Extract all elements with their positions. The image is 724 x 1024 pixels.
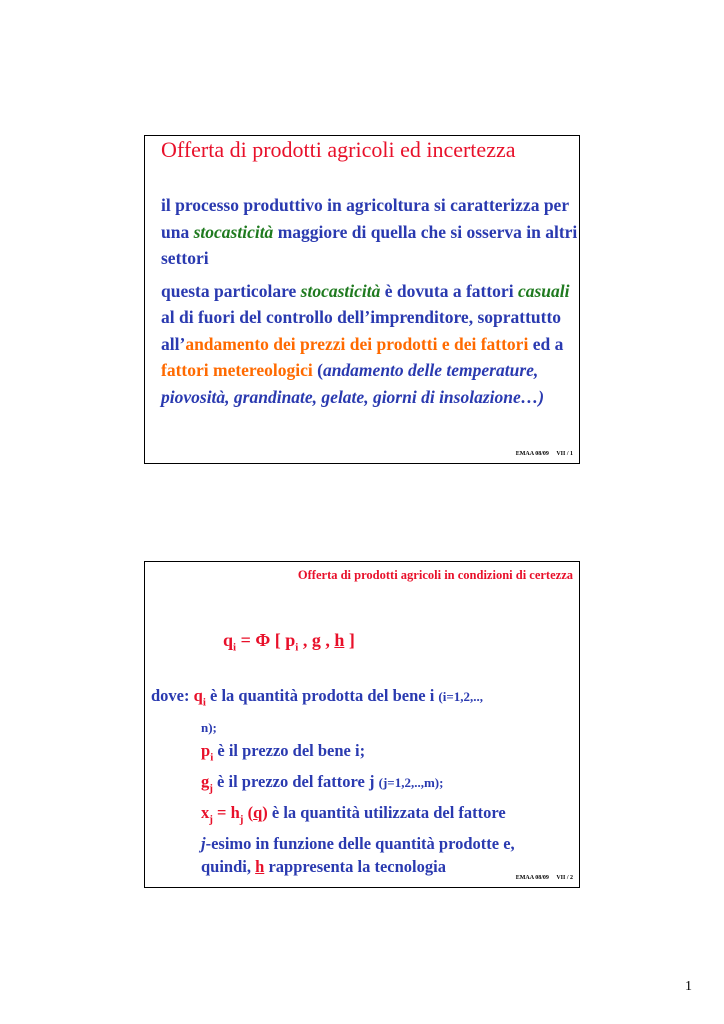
- dove-label: dove:: [151, 686, 194, 705]
- text: quindi,: [201, 857, 256, 877]
- emphasis-stocasticita: stocasticità: [193, 221, 274, 242]
- text-small: (i=1,2,..,: [438, 689, 484, 704]
- paragraph-1: [161, 192, 579, 272]
- paragraph-2: [161, 278, 579, 411]
- definition-x: [151, 801, 579, 832]
- definition-p: [151, 739, 579, 770]
- slide-1-body: [161, 192, 579, 410]
- formula-q: q: [223, 630, 234, 650]
- slide-1-footer: EMAA 08/09 VII / 1: [515, 451, 573, 457]
- definition-q: [151, 684, 579, 715]
- definition-q-cont: [151, 715, 579, 740]
- definition-g: [151, 770, 579, 801]
- text: è il prezzo del bene i;: [213, 741, 366, 761]
- formula-h: h: [334, 630, 345, 650]
- text: è la quantità prodotta del bene i: [205, 686, 439, 705]
- text-small: n);: [201, 719, 217, 735]
- slide-2-definitions: [151, 684, 579, 879]
- text: è la quantità utilizzata del fattore: [267, 802, 506, 822]
- text: ed a: [528, 333, 564, 354]
- text: (: [312, 360, 323, 380]
- text: è il prezzo del fattore j: [212, 772, 379, 792]
- formula-close: ]: [344, 630, 355, 650]
- formula-sub: i: [233, 641, 237, 654]
- formula-g: g: [311, 630, 321, 650]
- var-p: $p_i$: [201, 741, 214, 764]
- highlight-prezzi: andamento dei prezzi dei prodotti e dei fattori: [185, 333, 529, 354]
- text: rappresenta la tecnologia: [264, 857, 446, 877]
- page-number: 1: [685, 979, 692, 994]
- highlight-meteo: fattori metereologici: [161, 360, 313, 380]
- italic-examples: andamento delle temperature, piovosità, grandinate, gelate, giorni di insolazione…): [161, 360, 545, 407]
- text: maggiore di quella che si osserva in altri settori: [161, 221, 578, 268]
- text: questa particolare: [161, 280, 301, 301]
- text-small: (j=1,2,..,m);: [378, 775, 444, 791]
- formula-eq: = Φ [: [236, 630, 286, 650]
- var-q: $q_i$: [193, 686, 206, 709]
- emphasis-casuali: casuali: [517, 280, 570, 301]
- text: il processo produttivo in agricoltura si caratterizza per una: [161, 195, 569, 242]
- slide-2-footer: EMAA 08/09 VII / 2: [515, 875, 573, 881]
- formula-sep: ,: [320, 630, 335, 650]
- text: al di fuori del controllo dell’imprenditore, soprattutto all’: [161, 307, 562, 354]
- formula-sep: ,: [298, 630, 312, 650]
- definition-x-cont: [151, 832, 579, 856]
- var-x: $x_j = h_j$ (q): [201, 802, 268, 826]
- supply-formula: [223, 630, 355, 654]
- formula-sub: i: [295, 641, 299, 654]
- var-g: $g_j$: [201, 772, 213, 795]
- var-h: h: [255, 857, 265, 877]
- emphasis-stocasticita: stocasticità: [300, 280, 381, 301]
- text: -esimo in funzione delle quantità prodotte e,: [205, 833, 515, 853]
- italic-j: j: [201, 833, 206, 853]
- slide-2-header: Offerta di prodotti agricoli in condizioni di certezza: [297, 568, 573, 582]
- slide-1-title: Offerta di prodotti agricoli ed incertezza: [161, 137, 516, 162]
- slide-2: [144, 561, 580, 888]
- text: è dovuta a fattori: [380, 280, 518, 301]
- formula-p: p: [285, 630, 296, 650]
- slide-1: [144, 135, 580, 464]
